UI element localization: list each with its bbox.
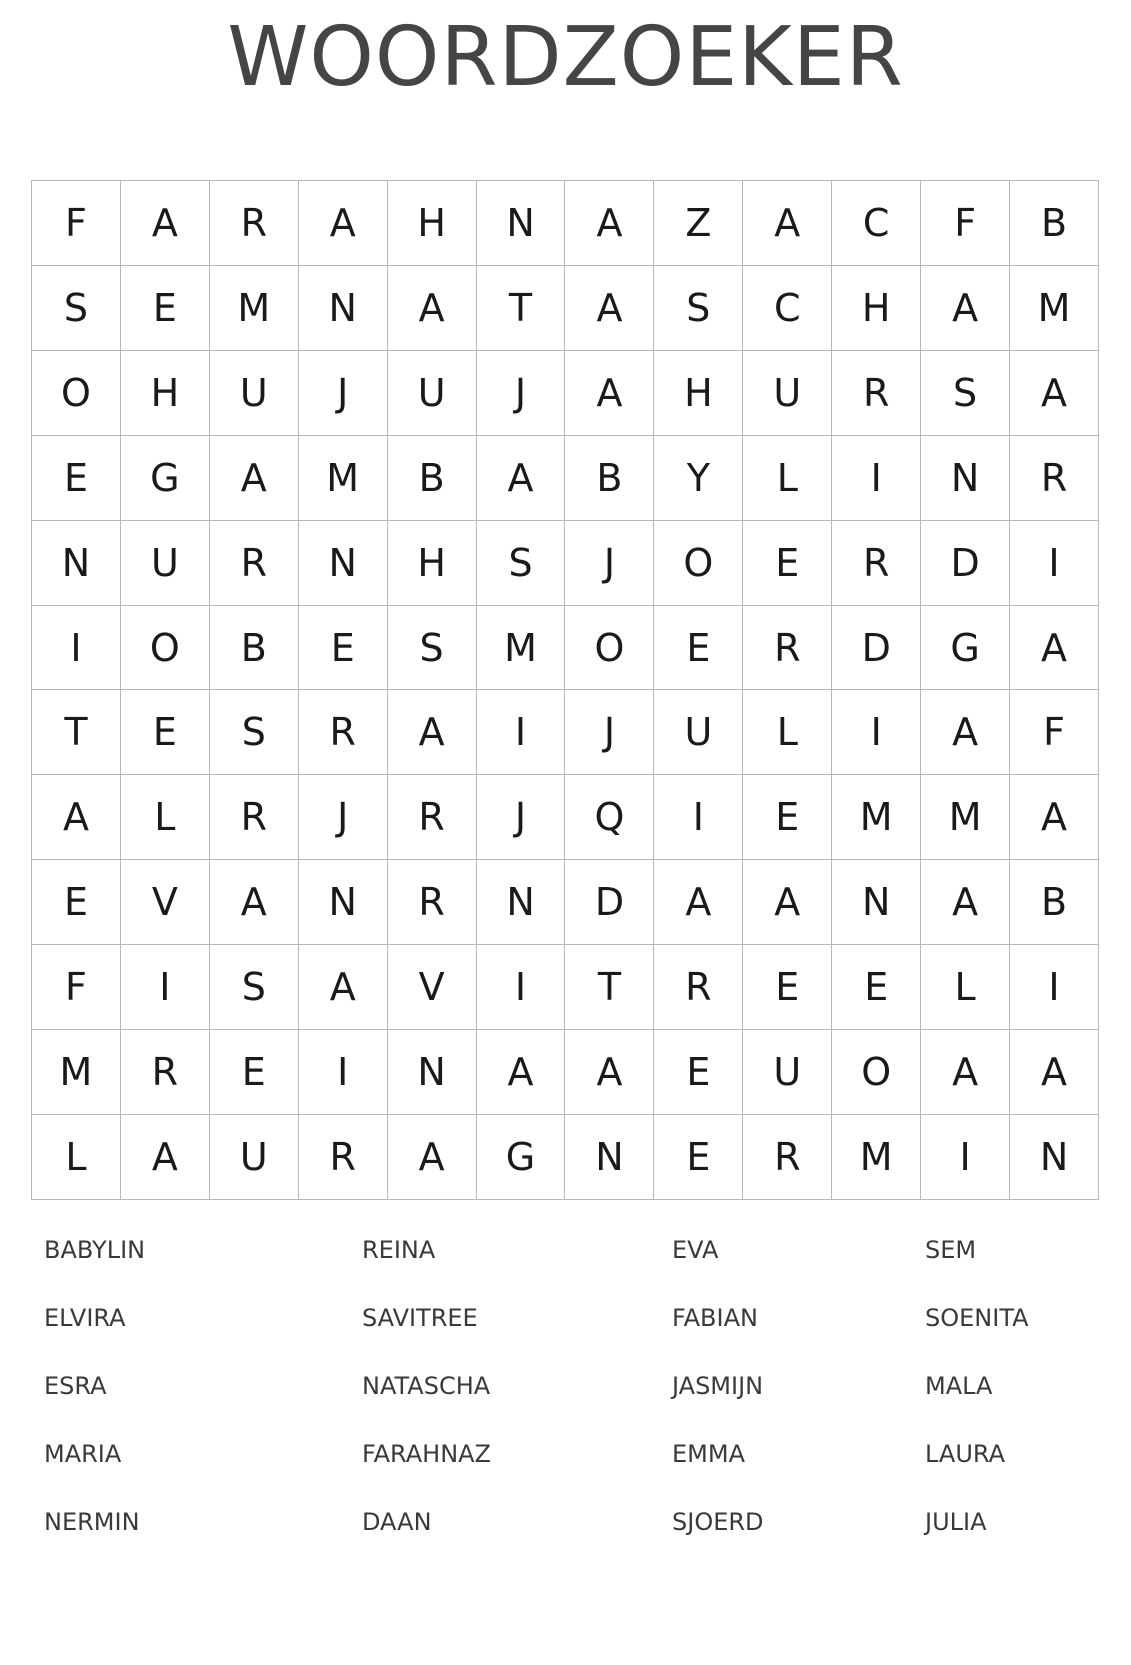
grid-cell[interactable]: A [565,1030,654,1115]
grid-cell[interactable]: A [210,860,299,945]
grid-cell[interactable]: N [832,860,921,945]
grid-cell[interactable]: C [743,266,832,351]
grid-cell[interactable]: A [565,266,654,351]
grid-cell[interactable]: O [121,606,210,691]
grid-cell[interactable]: S [388,606,477,691]
word-list-item: ESRA [44,1372,107,1400]
word-list-item: NATASCHA [362,1372,491,1400]
grid-cell[interactable]: F [921,181,1010,266]
grid-cell[interactable]: R [743,1115,832,1200]
grid-cell[interactable]: D [832,606,921,691]
grid-cell[interactable]: A [1010,1030,1099,1115]
grid-cell[interactable]: U [654,690,743,775]
grid-cell[interactable]: A [32,775,121,860]
grid-cell[interactable]: L [32,1115,121,1200]
word-list-item: EMMA [672,1440,745,1468]
grid-cell[interactable]: J [565,690,654,775]
word-list-item: JULIA [925,1508,987,1536]
grid-cell[interactable]: V [388,945,477,1030]
grid-cell[interactable]: R [299,690,388,775]
word-column-2 [362,1230,491,1570]
grid-cell[interactable]: B [210,606,299,691]
grid-cell[interactable]: L [743,690,832,775]
page-title: WOORDZOEKER [227,10,904,105]
grid-cell[interactable]: E [210,1030,299,1115]
grid-cell[interactable]: S [32,266,121,351]
word-list-item: SOENITA [925,1304,1029,1332]
grid-cell[interactable]: T [477,266,566,351]
grid-cell[interactable]: J [565,521,654,606]
grid-cell[interactable]: E [32,436,121,521]
grid-cell[interactable]: R [388,775,477,860]
word-list-item: FARAHNAZ [362,1440,491,1468]
grid-cell[interactable]: A [921,1030,1010,1115]
word-list-item: JASMIJN [672,1372,764,1400]
grid-cell[interactable]: A [921,690,1010,775]
grid-cell[interactable]: M [832,1115,921,1200]
grid-cell[interactable]: E [832,945,921,1030]
grid-cell[interactable]: V [121,860,210,945]
grid-cell[interactable]: O [565,606,654,691]
grid-cell[interactable]: S [654,266,743,351]
word-list-item: NERMIN [44,1508,140,1536]
grid-cell[interactable]: M [299,436,388,521]
grid-cell[interactable]: U [743,1030,832,1115]
grid-cell[interactable]: E [654,606,743,691]
grid-cell[interactable]: S [921,351,1010,436]
letter-grid [31,180,1099,1200]
grid-cell[interactable]: J [477,775,566,860]
grid-cell[interactable]: A [743,860,832,945]
grid-cell[interactable]: U [121,521,210,606]
grid-cell[interactable]: I [832,690,921,775]
word-list-item: MALA [925,1372,993,1400]
grid-cell[interactable]: A [921,860,1010,945]
grid-cell[interactable]: I [32,606,121,691]
word-list-item: SJOERD [672,1508,764,1536]
grid-cell[interactable]: B [565,436,654,521]
grid-cell[interactable]: H [654,351,743,436]
grid-cell[interactable]: R [654,945,743,1030]
grid-cell[interactable]: H [121,351,210,436]
grid-cell[interactable]: I [921,1115,1010,1200]
word-column-4 [925,1230,1029,1570]
grid-cell[interactable]: A [121,1115,210,1200]
grid-cell[interactable]: R [121,1030,210,1115]
grid-cell[interactable]: G [477,1115,566,1200]
grid-cell[interactable]: A [477,1030,566,1115]
grid-cell[interactable]: A [388,266,477,351]
grid-cell[interactable]: L [121,775,210,860]
grid-cell[interactable]: D [565,860,654,945]
grid-cell[interactable]: A [1010,606,1099,691]
grid-cell[interactable]: E [654,1030,743,1115]
grid-cell[interactable]: R [388,860,477,945]
grid-cell[interactable]: N [565,1115,654,1200]
grid-cell[interactable]: E [32,860,121,945]
grid-cell[interactable]: H [388,521,477,606]
grid-cell[interactable]: Q [565,775,654,860]
grid-cell[interactable]: N [32,521,121,606]
grid-cell[interactable]: T [565,945,654,1030]
grid-cell[interactable]: N [477,860,566,945]
grid-cell[interactable]: E [121,266,210,351]
grid-cell[interactable]: N [921,436,1010,521]
grid-cell[interactable]: E [121,690,210,775]
grid-cell[interactable]: I [1010,521,1099,606]
grid-cell[interactable]: A [388,1115,477,1200]
grid-cell[interactable]: R [832,351,921,436]
grid-cell[interactable]: D [921,521,1010,606]
grid-cell[interactable]: R [743,606,832,691]
word-column-1 [44,1230,145,1570]
grid-cell[interactable]: N [388,1030,477,1115]
word-list-item: FABIAN [672,1304,758,1332]
grid-cell[interactable]: M [32,1030,121,1115]
grid-cell[interactable]: O [654,521,743,606]
grid-cell[interactable]: E [654,1115,743,1200]
grid-cell[interactable]: B [1010,860,1099,945]
grid-cell[interactable]: F [32,945,121,1030]
grid-cell[interactable]: C [832,181,921,266]
grid-cell[interactable]: A [1010,775,1099,860]
word-list-item: DAAN [362,1508,432,1536]
grid-cell[interactable]: Y [654,436,743,521]
grid-cell[interactable]: M [477,606,566,691]
grid-cell[interactable]: A [477,436,566,521]
word-list-item: BABYLIN [44,1236,146,1264]
word-list-item: ELVIRA [44,1304,126,1332]
grid-cell[interactable]: A [388,690,477,775]
grid-cell[interactable]: N [299,860,388,945]
grid-cell[interactable]: A [743,181,832,266]
grid-cell[interactable]: T [32,690,121,775]
grid-cell[interactable]: Z [654,181,743,266]
word-list-item: REINA [362,1236,436,1264]
grid-cell[interactable]: H [388,181,477,266]
grid-cell[interactable]: N [299,521,388,606]
grid-cell[interactable]: E [743,775,832,860]
grid-cell[interactable]: N [1010,1115,1099,1200]
grid-cell[interactable]: L [921,945,1010,1030]
grid-cell[interactable]: J [299,775,388,860]
grid-cell[interactable]: B [388,436,477,521]
grid-cell[interactable]: I [832,436,921,521]
grid-cell[interactable]: A [565,351,654,436]
grid-cell[interactable]: A [210,436,299,521]
grid-cell[interactable]: I [477,945,566,1030]
grid-cell[interactable]: B [1010,181,1099,266]
grid-cell[interactable]: O [32,351,121,436]
grid-cell[interactable]: H [832,266,921,351]
grid-cell[interactable]: A [565,181,654,266]
grid-cell[interactable]: U [743,351,832,436]
grid-cell[interactable]: S [210,690,299,775]
grid-cell[interactable]: F [1010,690,1099,775]
word-list-item: SEM [925,1236,977,1264]
grid-cell[interactable]: U [388,351,477,436]
grid-cell[interactable]: F [32,181,121,266]
grid-cell[interactable]: A [299,945,388,1030]
grid-cell[interactable]: G [121,436,210,521]
grid-cell[interactable]: N [299,266,388,351]
word-list-item: EVA [672,1236,719,1264]
grid-cell[interactable]: E [743,945,832,1030]
grid-cell[interactable]: A [121,181,210,266]
grid-cell[interactable]: S [210,945,299,1030]
grid-cell[interactable]: L [743,436,832,521]
grid-cell[interactable]: G [921,606,1010,691]
word-list-item: MARIA [44,1440,122,1468]
grid-cell[interactable]: M [921,775,1010,860]
grid-cell[interactable]: S [477,521,566,606]
grid-cell[interactable]: I [477,690,566,775]
grid-cell[interactable]: R [210,521,299,606]
grid-cell[interactable]: A [654,860,743,945]
word-list-item: LAURA [925,1440,1006,1468]
grid-cell[interactable]: N [477,181,566,266]
grid-cell[interactable]: U [210,1115,299,1200]
grid-cell[interactable]: R [1010,436,1099,521]
grid-cell[interactable]: M [1010,266,1099,351]
grid-cell[interactable]: I [299,1030,388,1115]
grid-cell[interactable]: E [743,521,832,606]
grid-cell[interactable]: R [210,775,299,860]
grid-cell[interactable]: M [832,775,921,860]
grid-cell[interactable]: J [299,351,388,436]
grid-cell[interactable]: A [921,266,1010,351]
grid-cell[interactable]: R [210,181,299,266]
grid-cell[interactable]: I [1010,945,1099,1030]
grid-cell[interactable]: E [299,606,388,691]
grid-cell[interactable]: I [121,945,210,1030]
grid-cell[interactable]: R [299,1115,388,1200]
grid-cell[interactable]: U [210,351,299,436]
grid-cell[interactable]: R [832,521,921,606]
grid-cell[interactable]: O [832,1030,921,1115]
grid-cell[interactable]: I [654,775,743,860]
grid-cell[interactable]: A [1010,351,1099,436]
grid-cell[interactable]: M [210,266,299,351]
word-column-3 [672,1230,764,1570]
grid-cell[interactable]: J [477,351,566,436]
word-list-item: SAVITREE [362,1304,478,1332]
grid-cell[interactable]: A [299,181,388,266]
